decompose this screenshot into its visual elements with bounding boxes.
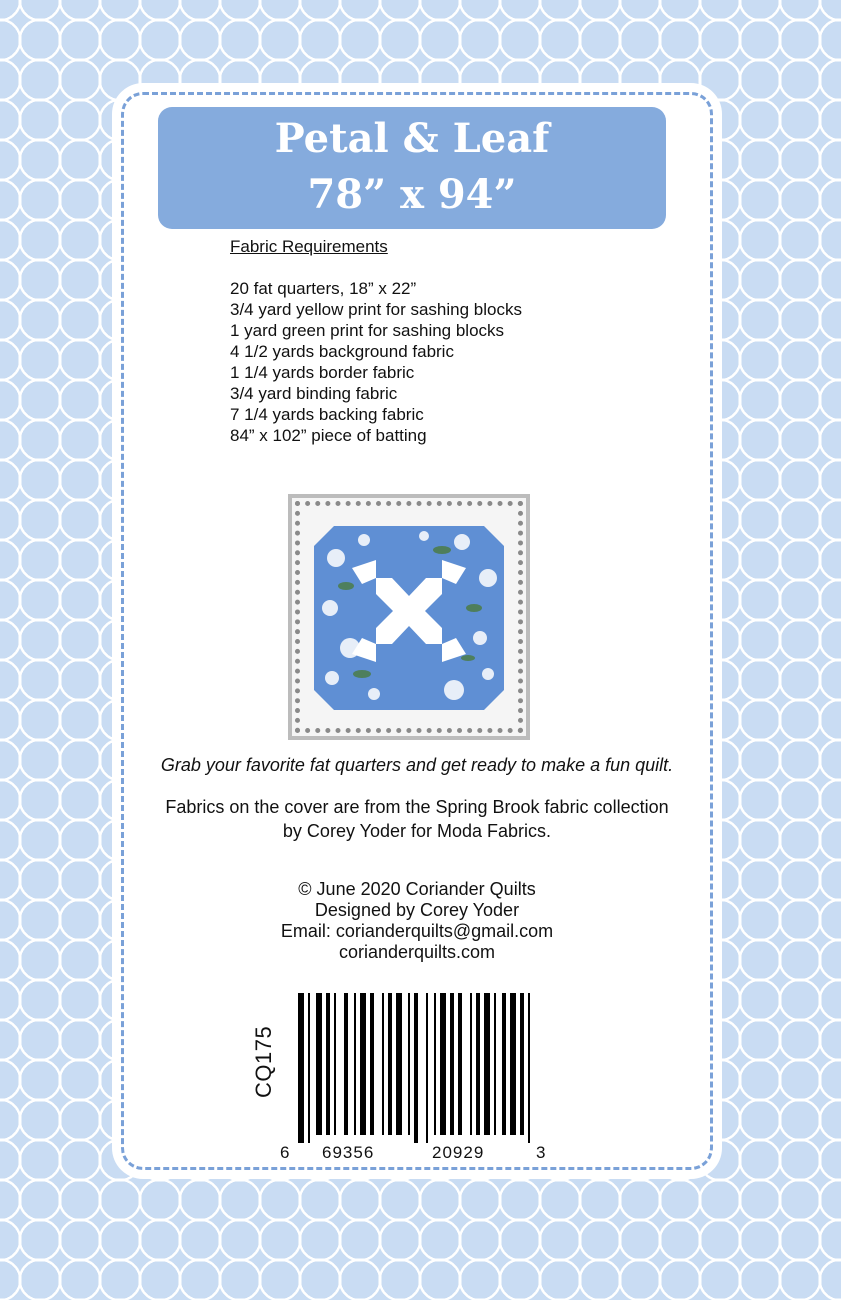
barcode-bar — [520, 993, 524, 1135]
barcode-bar — [360, 993, 366, 1135]
requirement-item: 84” x 102” piece of batting — [230, 426, 427, 445]
quilt-block-illustration — [292, 498, 526, 736]
requirement-item: 4 1/2 yards background fabric — [230, 342, 454, 361]
barcode-group-left: 69356 — [322, 1143, 375, 1162]
barcode-bar — [408, 993, 410, 1135]
requirement-item: 1 1/4 yards border fabric — [230, 363, 415, 382]
requirement-item: 20 fat quarters, 18” x 22” — [230, 279, 417, 298]
barcode-bars — [274, 993, 564, 1143]
barcode-bar — [316, 993, 322, 1135]
barcode-bar — [308, 993, 310, 1143]
email: Email: corianderquilts@gmail.com — [280, 921, 554, 941]
barcode-bar — [382, 993, 384, 1135]
credits-line-2: by Corey Yoder for Moda Fabrics. — [282, 821, 552, 841]
barcode-bar — [354, 993, 356, 1135]
pattern-number: CQ175 — [251, 1025, 276, 1098]
barcode-bar — [440, 993, 446, 1135]
requirements-list — [230, 278, 700, 446]
requirements-heading: Fabric Requirements — [230, 237, 388, 256]
credits-line-1: Fabrics on the cover are from the Spring Brook fabric collection — [165, 797, 669, 817]
barcode-bar — [326, 993, 330, 1135]
requirement-item: 3/4 yard yellow print for sashing blocks — [230, 300, 522, 319]
quilt-block-image — [288, 494, 530, 740]
title-banner — [158, 107, 666, 229]
barcode-bar — [502, 993, 506, 1135]
pattern-title: Petal & Leaf — [274, 115, 550, 162]
barcode-bar — [494, 993, 496, 1135]
barcode-bar — [334, 993, 336, 1135]
tagline: Grab your favorite fat quarters and get ready to make a fun quilt. — [160, 755, 674, 775]
contact-info — [117, 879, 717, 963]
barcode-bar — [434, 993, 436, 1135]
barcode-bar — [528, 993, 530, 1143]
barcode-bar — [476, 993, 480, 1135]
barcode-bar — [470, 993, 472, 1135]
barcode-bar — [388, 993, 392, 1135]
requirement-item: 7 1/4 yards backing fabric — [230, 405, 424, 424]
barcode-bar — [396, 993, 402, 1135]
requirement-item: 3/4 yard binding fabric — [230, 384, 398, 403]
barcode-bar — [414, 993, 418, 1143]
barcode-digit-last: 3 — [536, 1143, 546, 1162]
designer-credit: Designed by Corey Yoder — [314, 900, 520, 920]
barcode-bar — [344, 993, 348, 1135]
barcode-bar — [458, 993, 462, 1135]
fabric-credits — [117, 795, 717, 843]
fabric-requirements — [230, 236, 700, 446]
quilt-size: 78” x 94” — [307, 171, 517, 218]
barcode-digit-first: 6 — [280, 1143, 290, 1162]
barcode-bar — [484, 993, 490, 1135]
barcode-bar — [510, 993, 516, 1135]
barcode-bar — [426, 993, 428, 1143]
barcode-bar — [370, 993, 374, 1135]
barcode — [274, 993, 564, 1163]
barcode-bar — [298, 993, 304, 1143]
barcode-group-right: 20929 — [432, 1143, 485, 1162]
pattern-back-card — [117, 88, 717, 1174]
barcode-bar — [450, 993, 454, 1135]
website: corianderquilts.com — [338, 942, 496, 962]
requirement-item: 1 yard green print for sashing blocks — [230, 321, 505, 340]
copyright: © June 2020 Coriander Quilts — [298, 879, 536, 899]
